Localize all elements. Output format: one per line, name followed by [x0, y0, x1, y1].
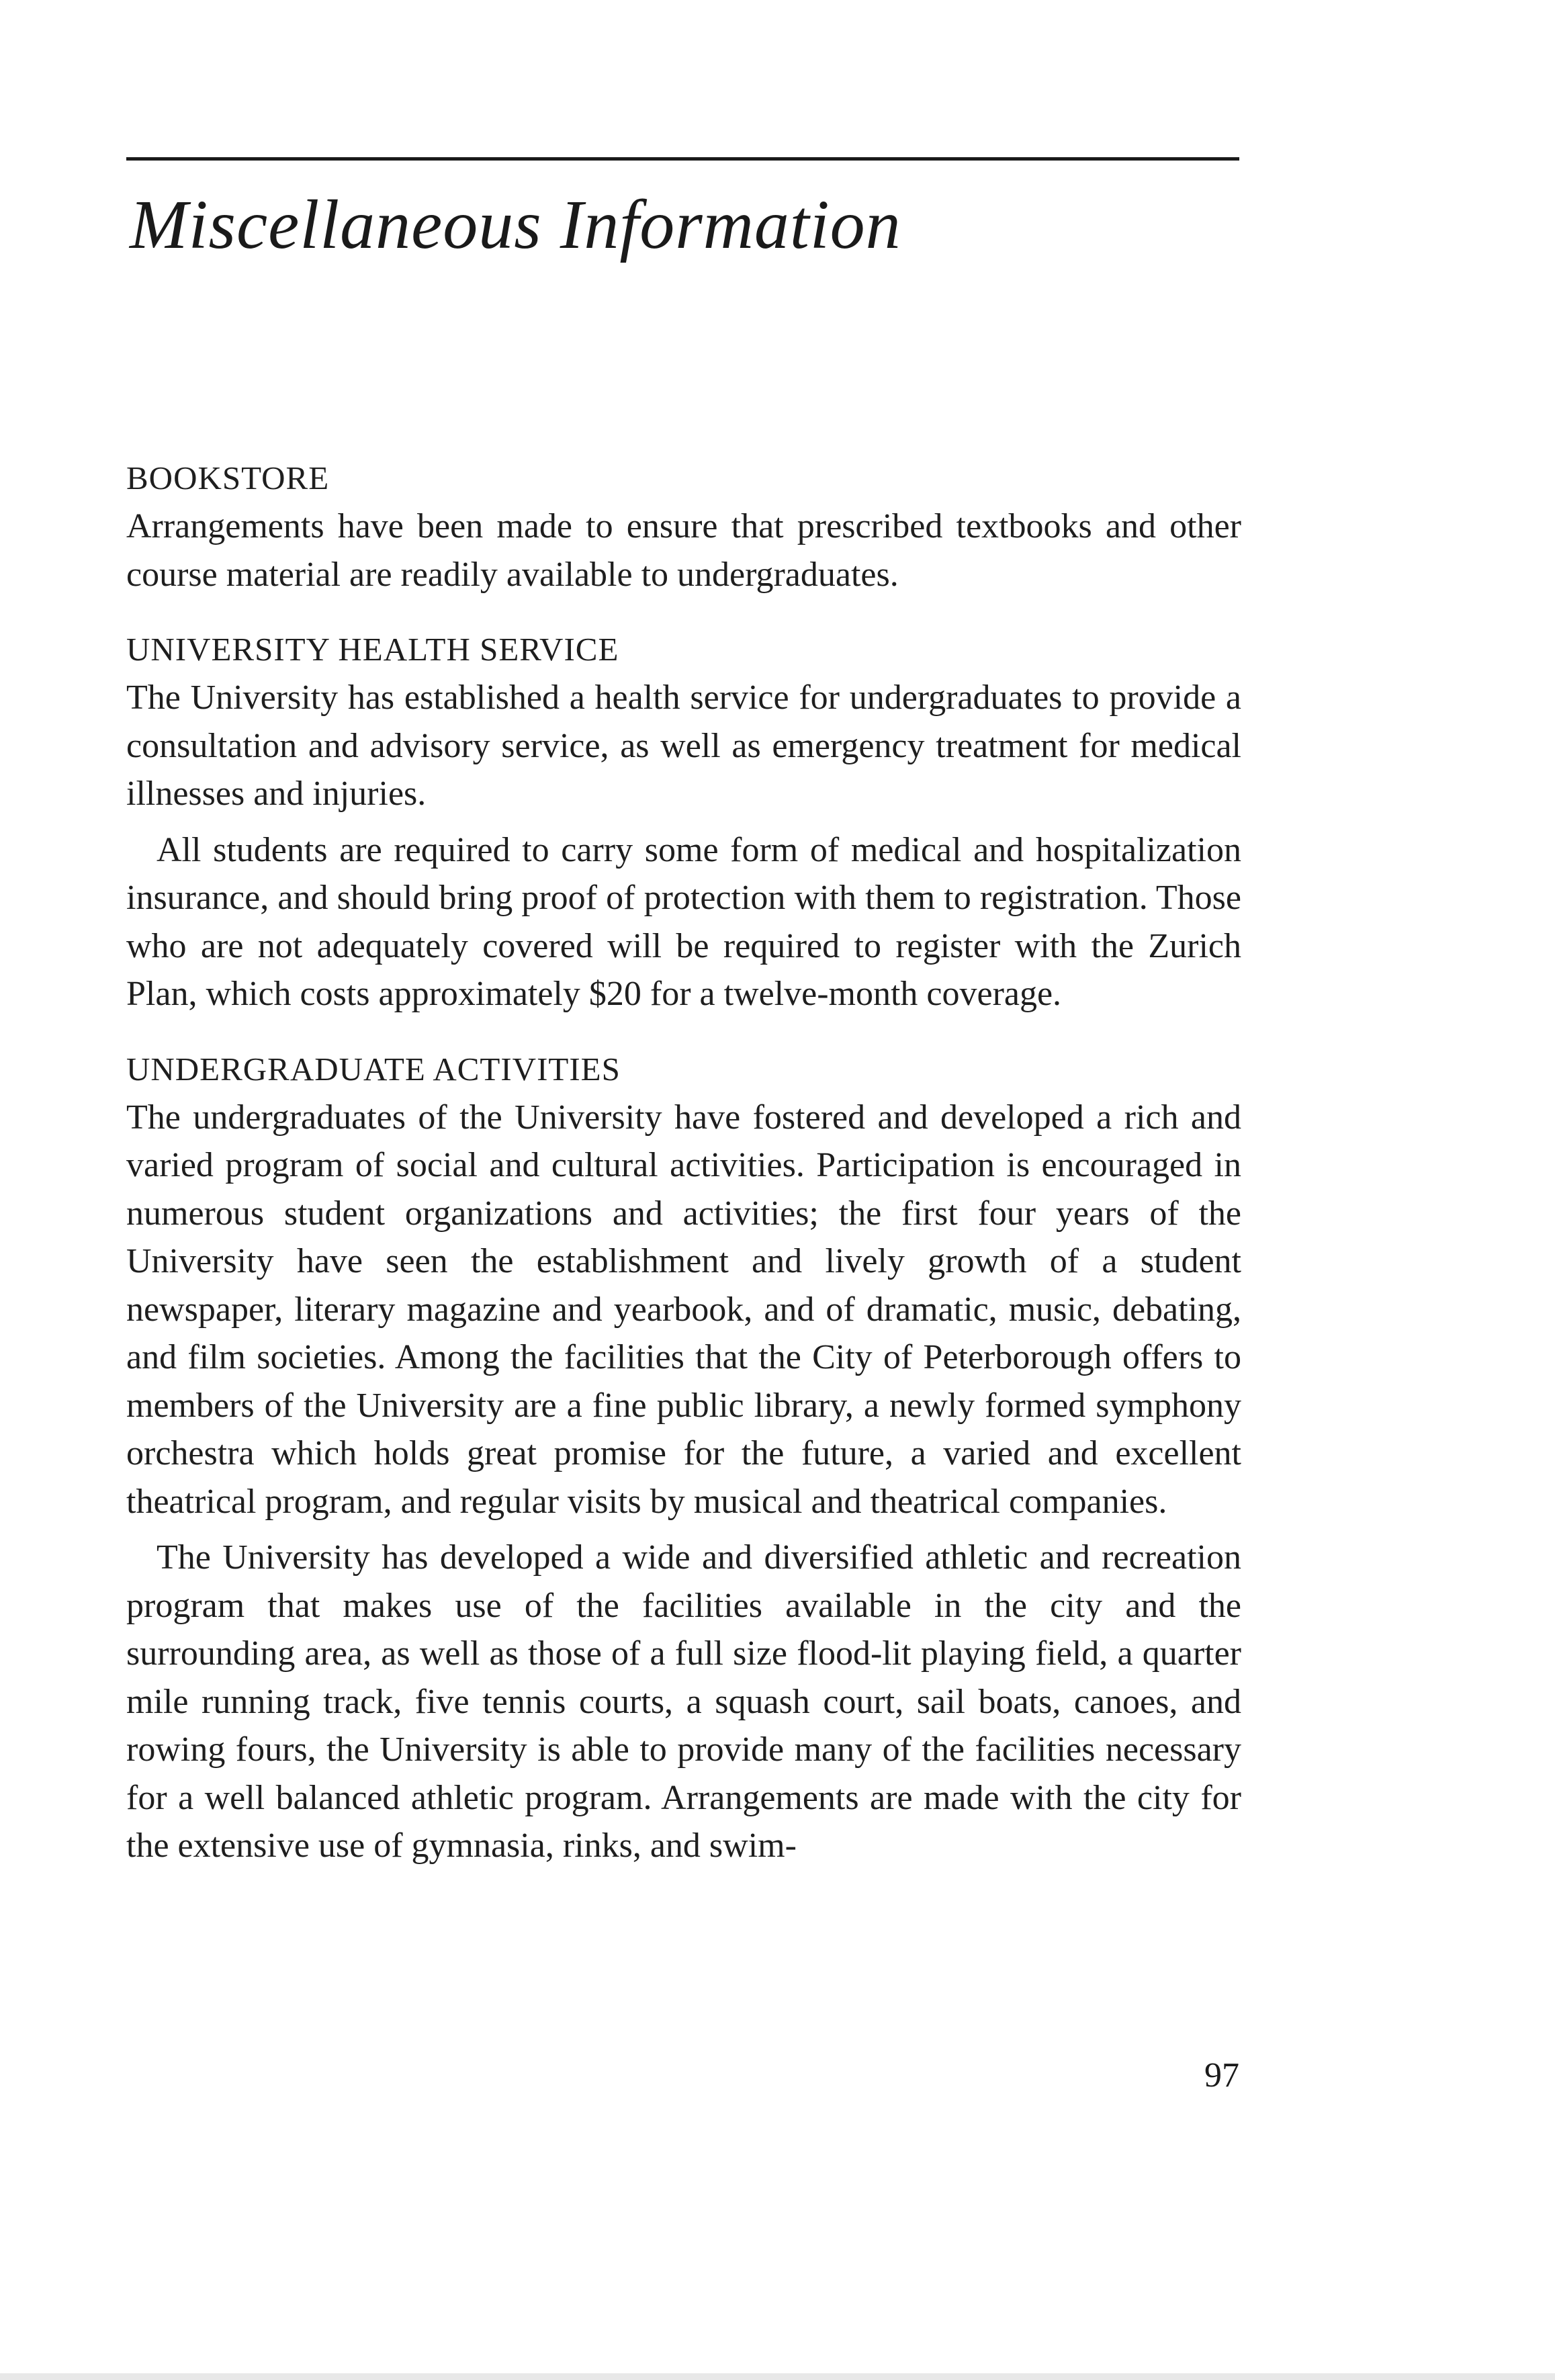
page-number: 97	[1204, 2056, 1239, 2095]
section-health-service	[126, 625, 1241, 1018]
section-heading: BOOKSTORE	[126, 459, 330, 496]
scan-edge	[0, 2373, 1555, 2380]
paragraph: The University has established a health service for undergraduates to provide a consultation and advisory service, as well as emergency treatment for medical illnesses and injuries.	[126, 678, 1241, 813]
title-rule	[126, 157, 1239, 161]
section-heading: UNDERGRADUATE ACTIVITIES	[126, 1050, 621, 1088]
paragraph: All students are required to carry some form of medical and hospitalization insurance, and should bring proof of protection with them to registration. Those who are not adequately covered will be required to register with the Zurich Plan, which costs approximately $20 for a twelve-month coverage.	[126, 830, 1241, 1013]
section-heading: UNIVERSITY HEALTH SERVICE	[126, 631, 619, 668]
body-content	[126, 454, 1241, 1897]
paragraph: Arrangements have been made to ensure that prescribed textbooks and other course material are readily available to undergraduates.	[126, 507, 1241, 594]
page-title: Miscellaneous Information	[130, 186, 901, 263]
paragraph: The undergraduates of the University have fostered and developed a rich and varied program of social and cultural activities. Participation is encouraged in numerous student organizations and activities; the first four years of the University have seen the establishment and lively growth of a student newspaper, literary magazine and yearbook, and of dramatic, music, debating, and film societies. Among the facilities that the City of Peterborough offers to members of the University are a fine public library, a newly formed symphony orchestra which holds great promise for the future, a varied and excellent theatrical program, and regular visits by musical and theatrical companies.	[126, 1098, 1241, 1521]
section-undergraduate-activities	[126, 1045, 1241, 1870]
paragraph: The University has developed a wide and diversified athletic and recreation program that makes use of the facilities available in the city and the surrounding area, as well as those of a full size flood-lit playing field, a quarter mile running track, five tennis courts, a squash court, sail boats, canoes, and rowing fours, the University is able to provide many of the facilities necessary for a well balanced athletic program. Arrangements are made with the city for the extensive use of gymnasia, rinks, and swim-	[126, 1538, 1241, 1865]
section-bookstore	[126, 454, 1241, 599]
